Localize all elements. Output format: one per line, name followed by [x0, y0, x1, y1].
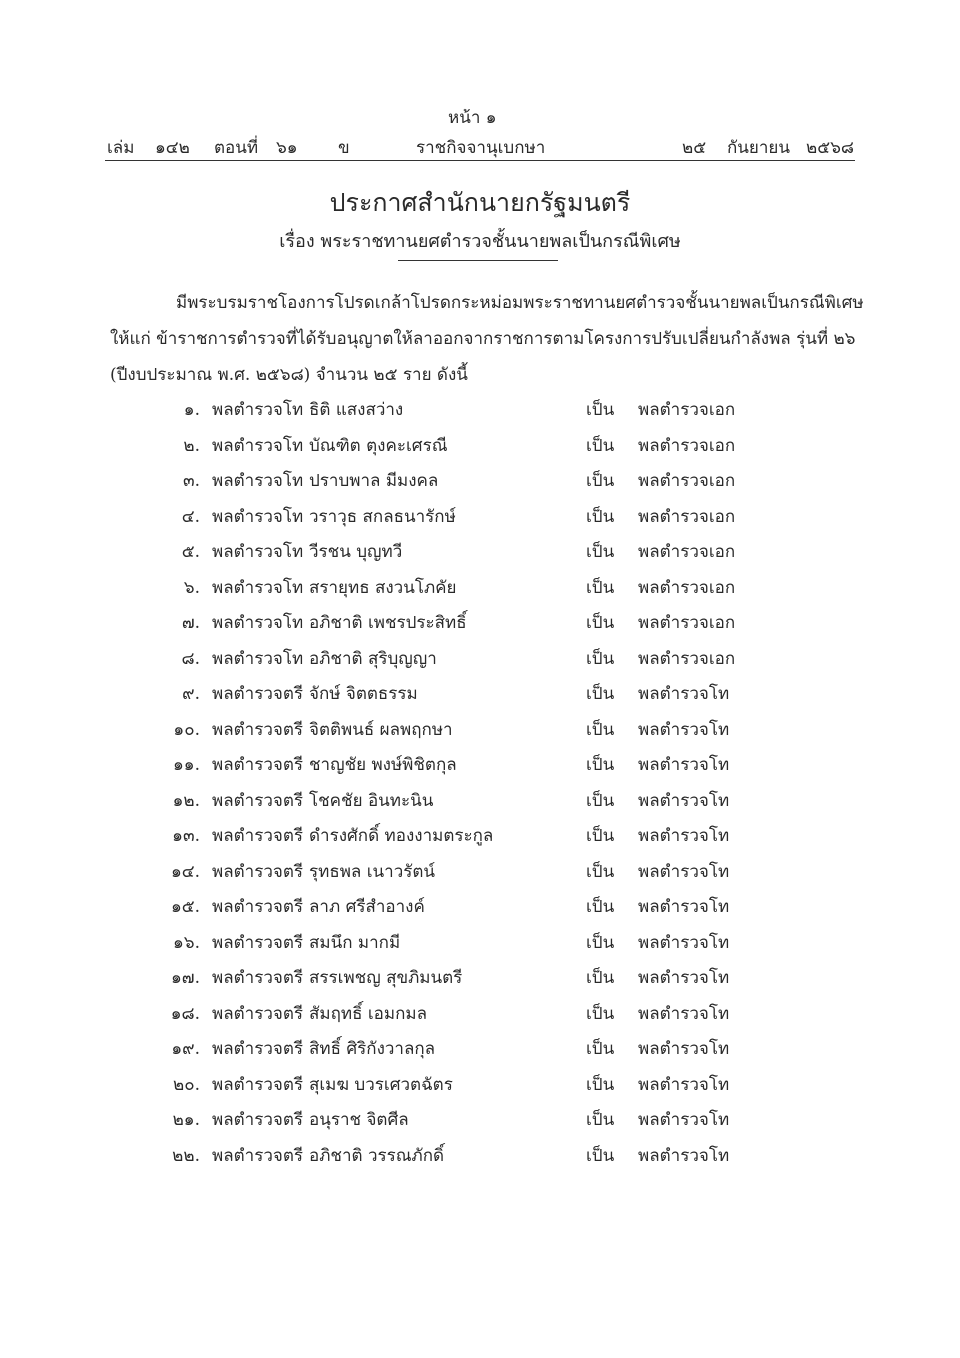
entry-new-rank: พลตำรวจโท [638, 1110, 730, 1130]
entry-rank: พลตำรวจตรี [212, 968, 304, 988]
entry-new-rank: พลตำรวจโท [638, 720, 730, 740]
entry-name: สุเมฆ บวรเศวตฉัตร [309, 1075, 453, 1095]
entry-new-rank: พลตำรวจเอก [638, 613, 736, 633]
entry-new-rank: พลตำรวจโท [638, 933, 730, 953]
entry-rank: พลตำรวจโท [212, 578, 304, 598]
entry-new-rank: พลตำรวจโท [638, 1004, 730, 1024]
header-part: ข [338, 138, 350, 158]
entry-new-rank: พลตำรวจเอก [638, 436, 736, 456]
entry-be: เป็น [586, 897, 615, 917]
entry-number: ๙. [182, 684, 200, 704]
entry-rank: พลตำรวจโท [212, 542, 304, 562]
entry-be: เป็น [586, 649, 615, 669]
entry-number: ๒. [183, 436, 200, 456]
entry-be: เป็น [586, 862, 615, 882]
entry-be: เป็น [586, 400, 615, 420]
entry-name: อภิชาติ วรรณภักดิ์ [309, 1146, 445, 1166]
entry-number: ๗. [181, 613, 200, 633]
entry-new-rank: พลตำรวจโท [638, 862, 730, 882]
entry-be: เป็น [586, 933, 615, 953]
entry-new-rank: พลตำรวจเอก [638, 578, 736, 598]
entry-name: สิทธิ์ ศิริกังวาลกุล [309, 1039, 436, 1059]
entry-name: สรายุทธ สงวนโภคัย [309, 578, 457, 598]
entry-new-rank: พลตำรวจเอก [638, 507, 736, 527]
entry-rank: พลตำรวจโท [212, 471, 304, 491]
entry-new-rank: พลตำรวจโท [638, 1075, 730, 1095]
entry-be: เป็น [586, 507, 615, 527]
entry-number: ๑๔. [170, 862, 200, 882]
entry-name: ธิติ แสงสว่าง [309, 400, 404, 420]
entry-be: เป็น [586, 1075, 615, 1095]
announcement-title: ประกาศสำนักนายกรัฐมนตรี [329, 188, 631, 217]
entry-name: อภิชาติ เพชรประสิทธิ์ [309, 613, 467, 633]
entry-number: ๑. [183, 400, 200, 420]
header-volume-no: ๑๔๒ [155, 138, 190, 158]
entry-rank: พลตำรวจตรี [212, 720, 304, 740]
header-section-no: ๖๑ [276, 138, 298, 158]
header-gazette-name: ราชกิจจานุเบกษา [416, 138, 546, 158]
entry-be: เป็น [586, 1146, 615, 1166]
entry-new-rank: พลตำรวจโท [638, 968, 730, 988]
entry-name: โชคชัย อินทะนิน [309, 791, 434, 811]
entry-rank: พลตำรวจตรี [212, 1146, 304, 1166]
entry-name: ลาภ ศรีสำอางค์ [309, 897, 425, 917]
entry-be: เป็น [586, 471, 615, 491]
entry-new-rank: พลตำรวจเอก [638, 542, 736, 562]
entry-new-rank: พลตำรวจโท [638, 791, 730, 811]
entry-new-rank: พลตำรวจโท [638, 755, 730, 775]
entry-name: อภิชาติ สุริบุญญา [309, 649, 437, 669]
entry-be: เป็น [586, 542, 615, 562]
entry-be: เป็น [586, 578, 615, 598]
entry-rank: พลตำรวจตรี [212, 1039, 304, 1059]
entry-be: เป็น [586, 755, 615, 775]
entry-be: เป็น [586, 613, 615, 633]
entry-rank: พลตำรวจโท [212, 436, 304, 456]
header-month: กันยายน [727, 138, 791, 158]
entry-rank: พลตำรวจตรี [212, 791, 304, 811]
entry-number: ๔. [181, 507, 200, 527]
entry-name: บัณฑิต ตุงคะเศรณี [309, 436, 448, 456]
entry-number: ๑๒. [172, 791, 200, 811]
entry-be: เป็น [586, 1039, 615, 1059]
entry-rank: พลตำรวจตรี [212, 897, 304, 917]
entry-name: ชาญชัย พงษ์พิชิตกุล [309, 755, 457, 775]
entry-name: ปราบพาล มีมงคล [309, 471, 439, 491]
title-divider [398, 260, 558, 261]
header-divider [105, 160, 855, 161]
entry-number: ๒๑. [172, 1110, 200, 1130]
entry-rank: พลตำรวจโท [212, 613, 304, 633]
entry-be: เป็น [586, 1110, 615, 1130]
entry-rank: พลตำรวจตรี [212, 755, 304, 775]
announcement-subject: เรื่อง พระราชทานยศตำรวจชั้นนายพลเป็นกรณีพิเศษ [279, 231, 681, 252]
entry-number: ๕. [181, 542, 200, 562]
entry-number: ๑๘. [170, 1004, 200, 1024]
entry-number: ๒๒. [172, 1146, 200, 1166]
entry-name: จักษ์ จิตตธรรม [309, 684, 418, 704]
entry-new-rank: พลตำรวจเอก [638, 649, 736, 669]
header-day: ๒๕ [682, 138, 707, 158]
entry-rank: พลตำรวจตรี [212, 862, 304, 882]
entry-rank: พลตำรวจโท [212, 400, 304, 420]
entry-number: ๑๖. [173, 933, 200, 953]
entry-rank: พลตำรวจตรี [212, 1110, 304, 1130]
entry-name: สมนึก มากมี [309, 933, 401, 953]
page-label: หน้า ๑ [448, 108, 497, 128]
entry-number: ๑๕. [170, 897, 200, 917]
entry-number: ๑๙. [171, 1039, 200, 1059]
header-volume: เล่ม [107, 138, 135, 158]
entry-rank: พลตำรวจตรี [212, 684, 304, 704]
entry-name: รุทธพล เนาวรัตน์ [309, 862, 436, 882]
entry-new-rank: พลตำรวจโท [638, 897, 730, 917]
entry-rank: พลตำรวจโท [212, 649, 304, 669]
intro-line: (ปีงบประมาณ พ.ศ. ๒๕๖๘) จำนวน ๒๕ ราย ดังนี้ [110, 365, 468, 385]
intro-line: ให้แก่ ข้าราชการตำรวจที่ได้รับอนุญาตให้ลาออกจากราชการตามโครงการปรับเปลี่ยนกำลังพล รุ่นที่ ๒๖ [110, 329, 856, 349]
entry-name: วีรชน บุญทวี [309, 542, 403, 562]
entry-new-rank: พลตำรวจโท [638, 826, 730, 846]
entry-rank: พลตำรวจตรี [212, 933, 304, 953]
entry-name: ดำรงศักดิ์ ทองงามตระกูล [309, 826, 494, 846]
entry-number: ๒๐. [173, 1075, 200, 1095]
entry-name: สรรเพชญ สุขภิมนตรี [309, 968, 463, 988]
header-year: ๒๕๖๘ [806, 138, 854, 158]
entry-new-rank: พลตำรวจโท [638, 1039, 730, 1059]
entry-new-rank: พลตำรวจเอก [638, 400, 736, 420]
entry-name: สัมฤทธิ์ เอมกมล [309, 1004, 428, 1024]
entry-rank: พลตำรวจตรี [212, 1004, 304, 1024]
entry-be: เป็น [586, 826, 615, 846]
entry-number: ๑๐. [173, 720, 200, 740]
entry-number: ๑๑. [173, 755, 200, 775]
intro-line: มีพระบรมราชโองการโปรดเกล้าโปรดกระหม่อมพระราชทานยศตำรวจชั้นนายพลเป็นกรณีพิเศษ [176, 293, 864, 313]
entry-rank: พลตำรวจตรี [212, 1075, 304, 1095]
entry-new-rank: พลตำรวจโท [638, 1146, 730, 1166]
entry-be: เป็น [586, 684, 615, 704]
entry-be: เป็น [586, 968, 615, 988]
entry-be: เป็น [586, 1004, 615, 1024]
entry-name: จิตติพนธ์ ผลพฤกษา [309, 720, 453, 740]
entry-new-rank: พลตำรวจเอก [638, 471, 736, 491]
entry-rank: พลตำรวจโท [212, 507, 304, 527]
entry-number: ๓. [182, 471, 200, 491]
entry-number: ๖. [183, 578, 200, 598]
entry-number: ๘. [181, 649, 200, 669]
entry-number: ๑๗. [171, 968, 200, 988]
entry-be: เป็น [586, 791, 615, 811]
entry-be: เป็น [586, 436, 615, 456]
entry-name: วราวุธ สกลธนารักษ์ [309, 507, 456, 527]
entry-be: เป็น [586, 720, 615, 740]
entry-name: อนุราช จิตศีล [309, 1110, 409, 1130]
entry-new-rank: พลตำรวจโท [638, 684, 730, 704]
entry-rank: พลตำรวจตรี [212, 826, 304, 846]
entry-number: ๑๓. [172, 826, 200, 846]
header-section: ตอนที่ [214, 138, 259, 158]
